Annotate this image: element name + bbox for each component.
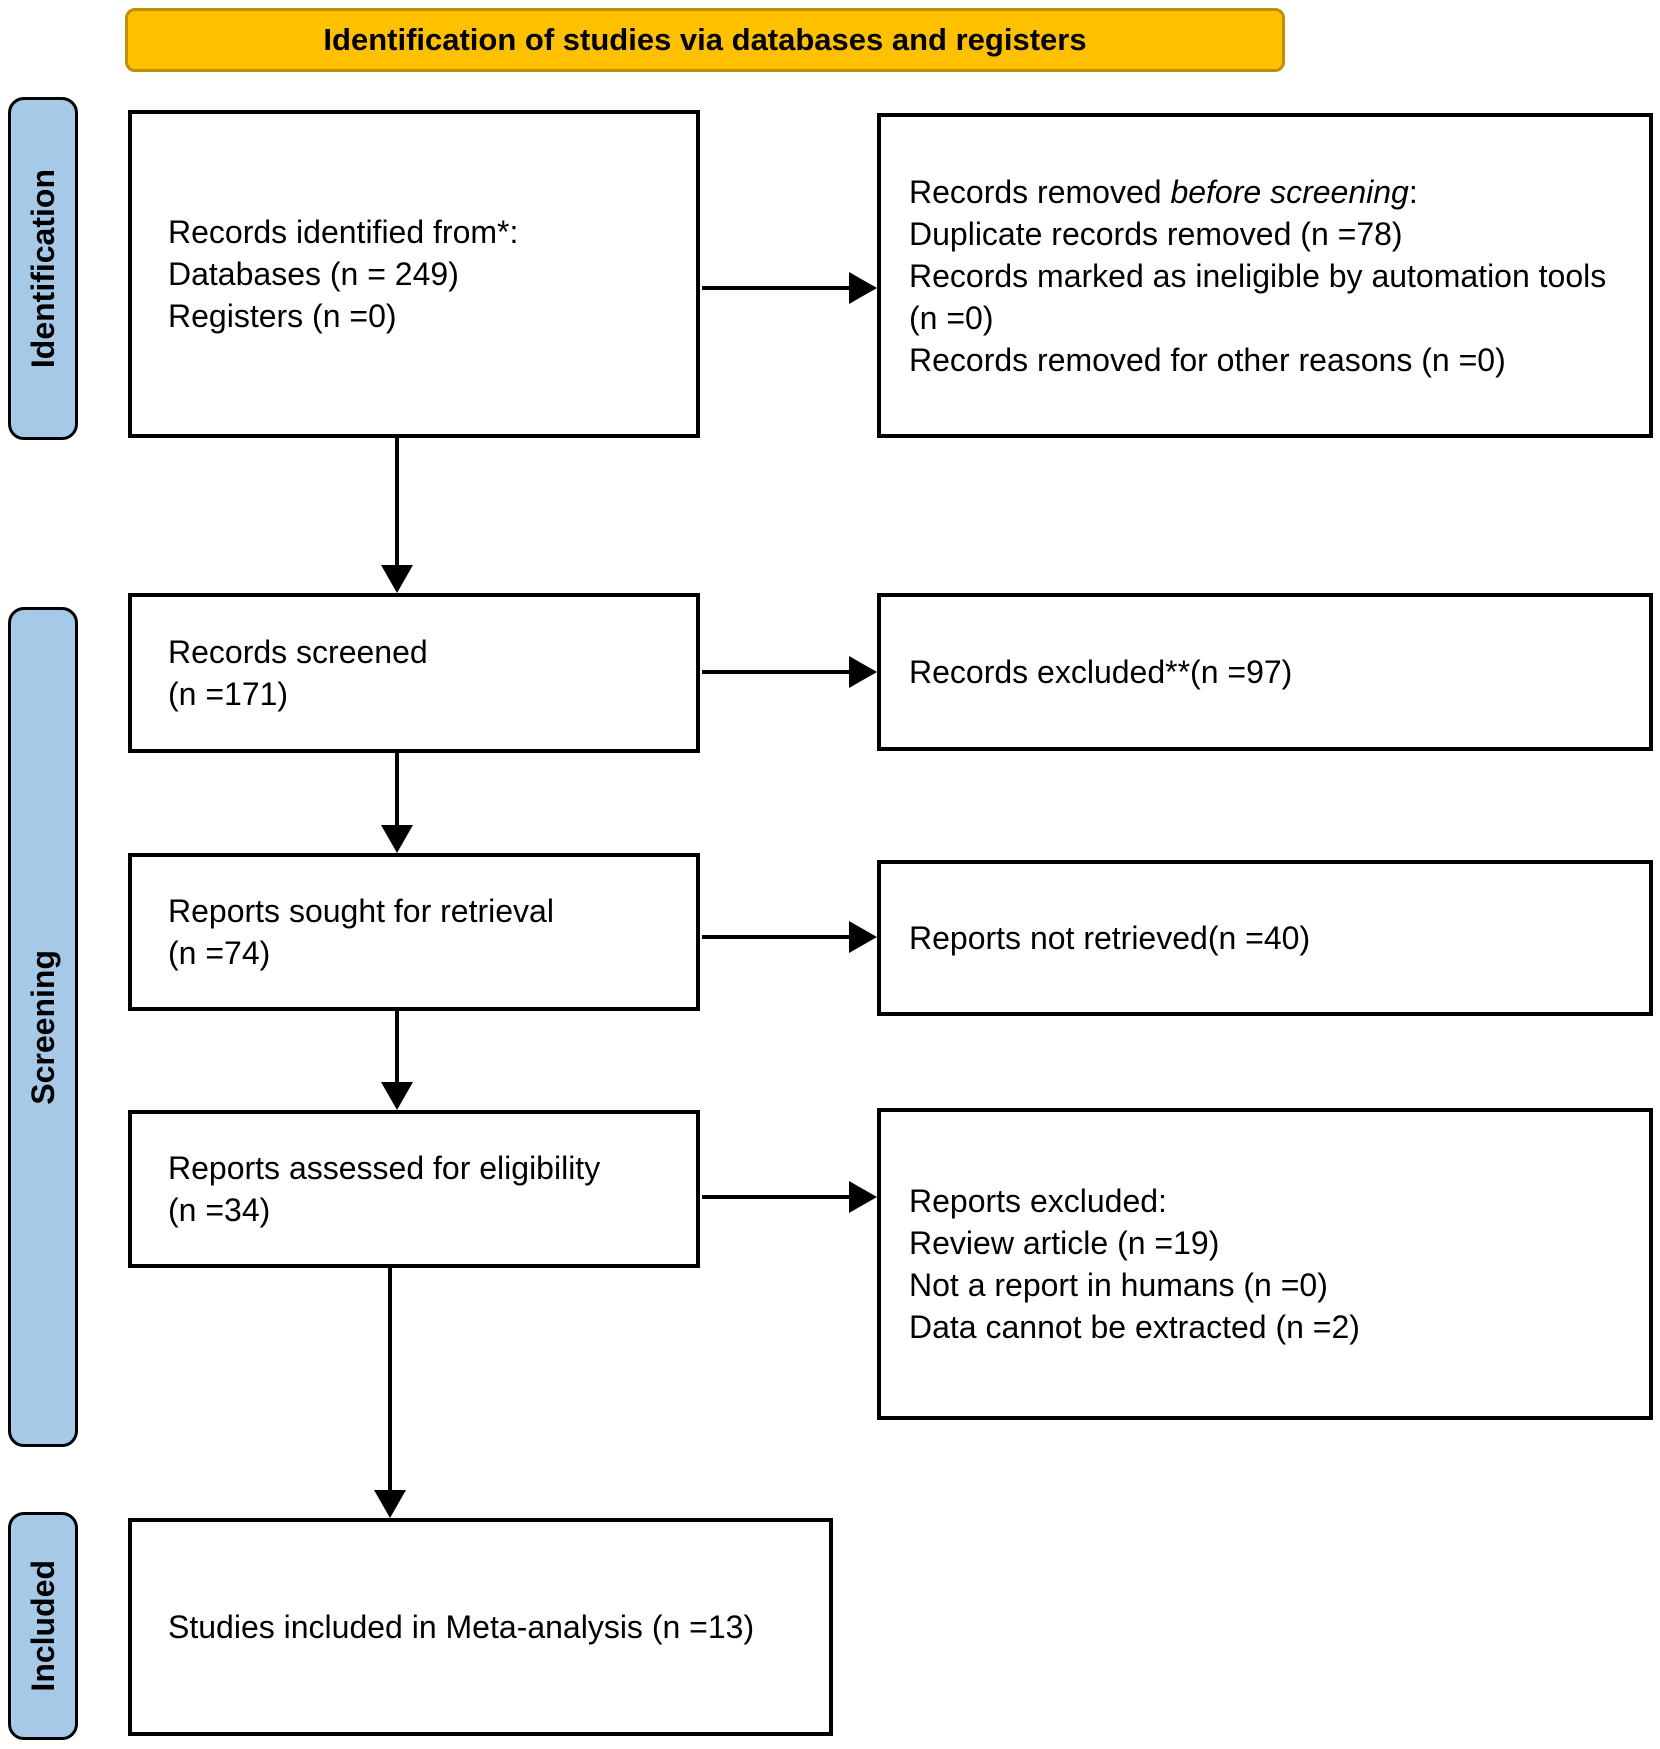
arrow-head-icon [381, 825, 413, 853]
stage-label-included [8, 1512, 78, 1740]
arrow-head-icon [849, 272, 877, 304]
text-line: Records removed for other reasons (n =0) [909, 341, 1506, 378]
arrow-stem [395, 753, 399, 827]
text-line: (n =34) [168, 1192, 271, 1228]
text-line: (n =74) [168, 935, 271, 971]
arrow-stem [395, 1011, 399, 1084]
text-line: Studies included in Meta-analysis (n =13) [168, 1609, 755, 1645]
box-records-identified [128, 110, 700, 438]
text-line: Registers (n =0) [168, 298, 397, 334]
text-line: Reports assessed for eligibility [168, 1150, 601, 1186]
text-line: Review article (n =19) [909, 1225, 1220, 1261]
arrow-stem [388, 1268, 392, 1492]
header-title: Identification of studies via databases and registers [323, 22, 1087, 57]
text-line: Duplicate records removed (n =78) [909, 215, 1403, 252]
arrow-stem [395, 438, 399, 567]
arrow-head-icon [381, 565, 413, 593]
stage-label-screening [8, 607, 78, 1447]
box-reports-excluded [877, 1108, 1653, 1420]
arrow-head-icon [849, 656, 877, 688]
text-line: Records removed before screening: [909, 173, 1418, 210]
arrow-head-icon [849, 1181, 877, 1213]
stage-label-identification-text: Identification [24, 168, 61, 369]
arrow-stem [702, 670, 851, 674]
arrow-head-icon [374, 1490, 406, 1518]
box-records-screened [128, 593, 700, 753]
text-line: Records identified from*: [168, 214, 519, 250]
header-banner [125, 8, 1285, 72]
box-reports-sought [128, 853, 700, 1011]
text-line: Databases (n = 249) [168, 256, 459, 292]
text-line: (n =171) [168, 676, 289, 712]
arrow-stem [702, 1195, 851, 1199]
arrow-stem [702, 935, 851, 939]
box-reports-assessed [128, 1110, 700, 1268]
text-line: Data cannot be extracted (n =2) [909, 1309, 1360, 1345]
box-records-removed [877, 113, 1653, 438]
text-line: Reports excluded: [909, 1183, 1167, 1219]
text-line: Not a report in humans (n =0) [909, 1267, 1328, 1303]
box-studies-included [128, 1518, 833, 1736]
text-line: Records screened [168, 634, 428, 670]
text-line: Records marked as ineligible by automation tools (n =0) [909, 257, 1607, 336]
stage-label-identification [8, 97, 78, 440]
arrow-head-icon [849, 921, 877, 953]
box-reports-not-retrieved [877, 860, 1653, 1016]
italic-phrase: before screening [1170, 173, 1409, 210]
arrow-head-icon [381, 1082, 413, 1110]
arrow-stem [702, 286, 851, 290]
text-line: Records excluded**(n =97) [909, 654, 1293, 690]
stage-label-included-text: Included [24, 1560, 61, 1692]
box-records-excluded [877, 593, 1653, 751]
text-line: Reports not retrieved(n =40) [909, 920, 1311, 956]
text-line: Reports sought for retrieval [168, 893, 554, 929]
stage-label-screening-text: Screening [24, 949, 61, 1105]
